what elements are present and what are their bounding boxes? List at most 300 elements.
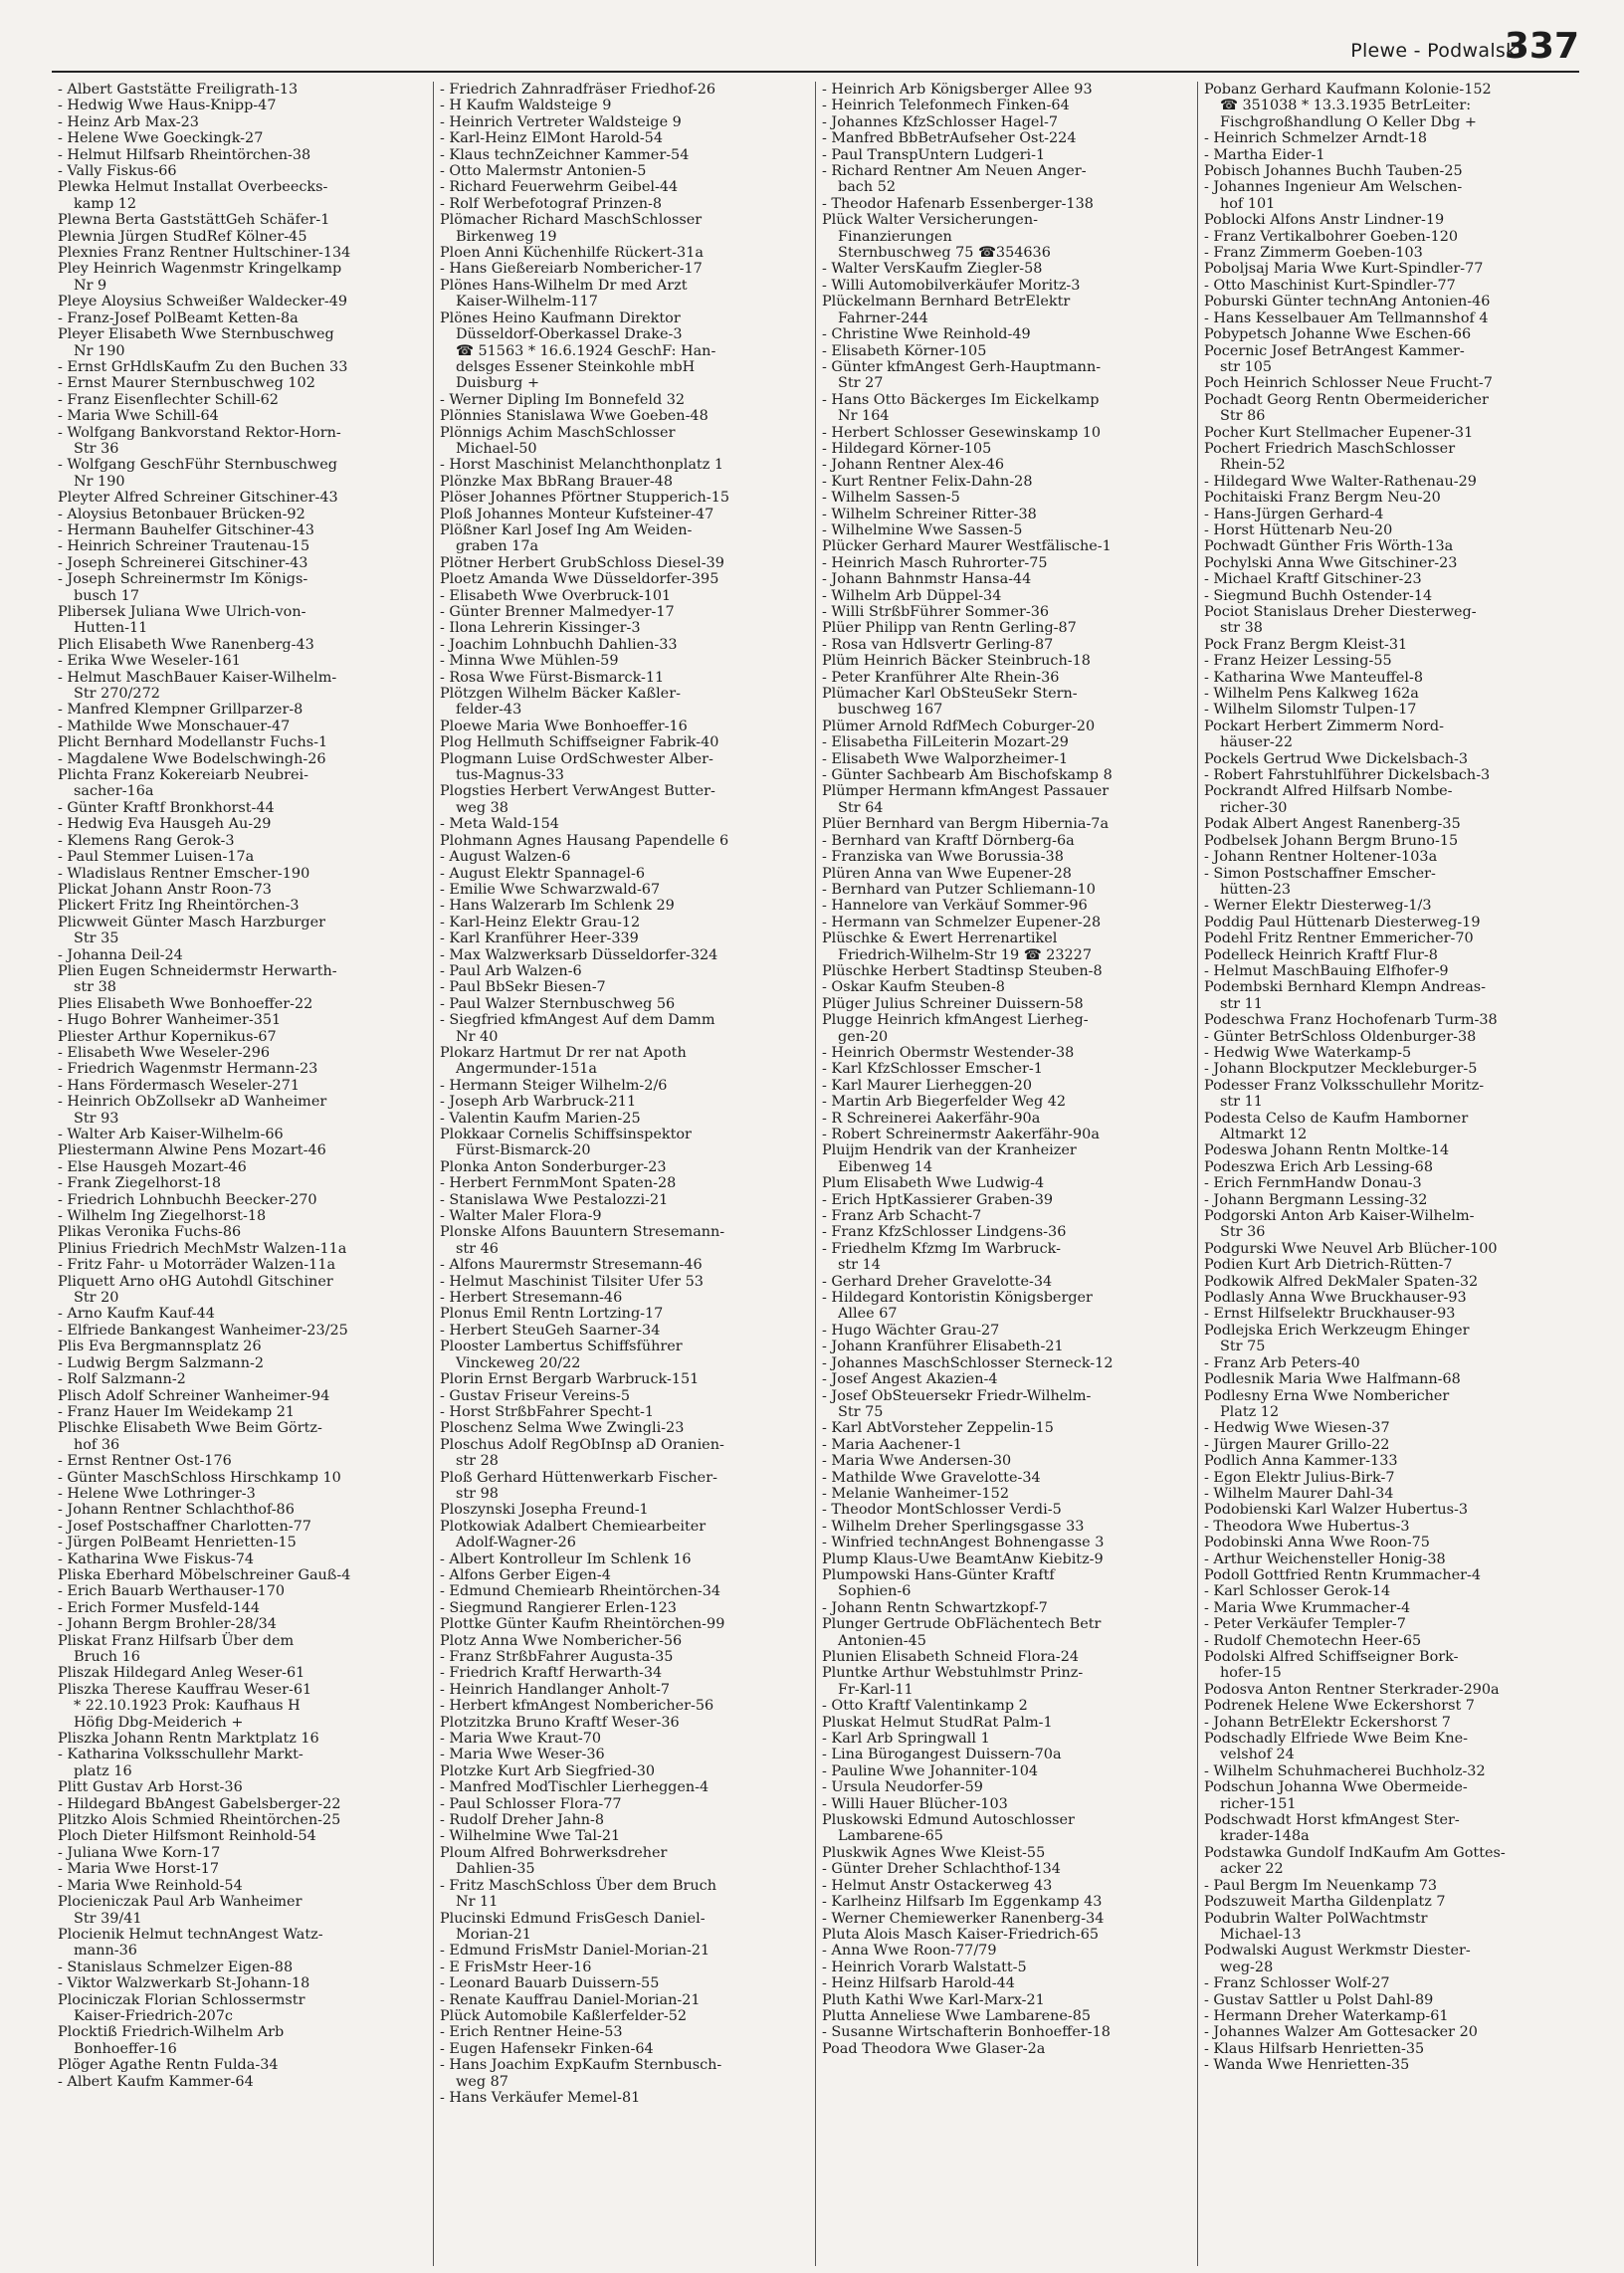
entry-continuation: buschweg 167 (838, 702, 943, 719)
entry-line: Podeschwa Franz Hochofenarb Turm-38 (1204, 1012, 1498, 1029)
directory-entry (1204, 392, 1573, 425)
directory-entry (822, 1731, 1191, 1747)
directory-entry (58, 1012, 427, 1028)
directory-entry (440, 1111, 809, 1127)
entry-line: Pochert Friedrich MaschSchlosser (1204, 440, 1456, 457)
directory-entry (58, 1878, 427, 1894)
directory-entry (1204, 555, 1573, 571)
entry-continuation: Str 64 (838, 799, 884, 816)
directory-entry (822, 2041, 1191, 2057)
directory-entry (1204, 343, 1573, 376)
entry-continuation: str 14 (838, 1257, 881, 1274)
entry-line: - R Schreinerei Aakerfähr-90a (822, 1110, 1041, 1127)
entry-line: Podobienski Karl Walzer Hubertus-3 (1204, 1502, 1469, 1519)
entry-line: Pliester Arthur Kopernikus-67 (58, 1028, 277, 1045)
entry-line: - Friedrich Zahnradfräser Friedhof-26 (440, 82, 716, 98)
entry-line: - Wilhelm Schreiner Ritter-38 (822, 506, 1037, 522)
entry-line: - Friedrich Lohnbuchh Beecker-270 (58, 1191, 317, 1208)
directory-entry (822, 82, 1191, 98)
directory-entry (440, 555, 809, 571)
entry-line: Podgorski Anton Arb Kaiser-Wilhelm- (1204, 1208, 1475, 1225)
entry-line: - Leonard Bauarb Duissern-55 (440, 1975, 660, 1992)
entry-line: - Edmund FrisMstr Daniel-Morian-21 (440, 1943, 710, 1960)
directory-entry (1204, 1682, 1573, 1698)
entry-line: Plömacher Richard MaschSchlosser (440, 212, 703, 229)
directory-entry (822, 1927, 1191, 1943)
directory-entry (822, 1649, 1191, 1665)
directory-entry (440, 1600, 809, 1616)
entry-line: Plies Elisabeth Wwe Bonhoeffer-22 (58, 995, 313, 1012)
directory-entry (1204, 212, 1573, 228)
directory-entry (440, 1192, 809, 1208)
entry-continuation: Str 75 (1220, 1339, 1266, 1355)
entry-line: - Theodor Hafenarb Essenberger-138 (822, 195, 1094, 212)
entry-line: Plocieniczak Paul Arb Wanheimer (58, 1894, 303, 1911)
directory-entry (58, 1224, 427, 1240)
entry-line: - Wilhelm Dreher Sperlingsgasse 33 (822, 1518, 1085, 1535)
entry-line: Plotzitzka Bruno Kraftf Weser-36 (440, 1714, 680, 1731)
entry-line: - Heinrich ObZollsekr aD Wanheimer (58, 1094, 327, 1111)
entry-line: Pluskowski Edmund Autoschlosser (822, 1812, 1075, 1829)
entry-line: - Karl Kranführer Heer-339 (440, 930, 639, 947)
directory-entry (58, 98, 427, 113)
directory-entry (440, 1094, 809, 1110)
entry-line: - Katharina Wwe Manteuffel-8 (1204, 669, 1424, 686)
entry-line: - Wilhelm Ing Ziegelhorst-18 (58, 1208, 267, 1225)
entry-line: - Gustav Friseur Vereins-5 (440, 1387, 630, 1404)
directory-entry (58, 1257, 427, 1273)
entry-line: - Horst Maschinist Melanchthonplatz 1 (440, 457, 724, 474)
entry-line: - Joseph Schreinermstr Im Königs- (58, 571, 308, 588)
directory-entry (58, 1600, 427, 1616)
directory-entry (440, 1208, 809, 1224)
directory-entry (440, 604, 809, 620)
entry-line: Plohmann Agnes Hausang Papendelle 6 (440, 832, 729, 849)
entry-continuation: richer-151 (1220, 1795, 1297, 1812)
directory-entry (1204, 963, 1573, 979)
entry-line: - Hermann Steiger Wilhelm-2/6 (440, 1077, 668, 1094)
entry-line: - Johann Bergmann Lessing-32 (1204, 1191, 1428, 1208)
entry-line: - Helene Wwe Lothringer-3 (58, 1485, 256, 1502)
entry-line: - Hildegard Kontoristin Königsberger (822, 1290, 1093, 1307)
entry-continuation: Allee 67 (838, 1306, 898, 1323)
directory-entry (1204, 1274, 1573, 1290)
entry-line: - Aloysius Betonbauer Brücken-92 (58, 506, 305, 522)
entry-line: Pobisch Johannes Buchh Tauben-25 (1204, 163, 1463, 180)
entry-line: - Karl-Heinz ElMont Harold-54 (440, 130, 663, 147)
entry-line: - Jürgen PolBeamt Henrietten-15 (58, 1535, 297, 1551)
directory-entry (822, 294, 1191, 326)
directory-entry (822, 1960, 1191, 1975)
entry-line: Plück Walter Versicherungen- (822, 212, 1038, 229)
entry-line: - Franz Schlosser Wolf-27 (1204, 1975, 1390, 1992)
directory-entry (822, 849, 1191, 865)
entry-line: - Heinz Arb Max-23 (58, 113, 199, 130)
running-title: Plewe - Podwalski (1350, 40, 1522, 62)
entry-line: - Manfred Klempner Grillparzer-8 (58, 702, 304, 719)
directory-entry (58, 1029, 427, 1045)
directory-entry (822, 98, 1191, 113)
directory-entry (58, 1519, 427, 1535)
directory-entry (58, 1796, 427, 1812)
entry-continuation: Platz 12 (1220, 1403, 1280, 1420)
entry-line: Podlich Anna Kammer-133 (1204, 1453, 1398, 1470)
entry-line: - Robert Fahrstuhlführer Dickelsbach-3 (1204, 767, 1491, 784)
entry-continuation: Rhein-52 (1220, 457, 1286, 474)
directory-entry (822, 114, 1191, 130)
directory-entry (822, 604, 1191, 620)
entry-line: - Walter Arb Kaiser-Wilhelm-66 (58, 1127, 284, 1142)
directory-entry (1204, 2041, 1573, 2057)
directory-entry (1204, 229, 1573, 245)
directory-entry (58, 1682, 427, 1731)
directory-entry (440, 1779, 809, 1795)
directory-entry (58, 294, 427, 310)
directory-entry (440, 245, 809, 261)
entry-continuation: delsges Essener Steinkohle mbH (456, 358, 696, 375)
entry-line: Podschun Johanna Wwe Obermeide- (1204, 1779, 1468, 1796)
directory-entry (822, 1078, 1191, 1094)
directory-entry (1204, 1567, 1573, 1583)
entry-line: - Siegmund Rangierer Erlen-123 (440, 1599, 677, 1616)
entry-line: - Richard Rentner Am Neuen Anger- (822, 163, 1087, 180)
entry-line: - Karl AbtVorsteher Zeppelin-15 (822, 1420, 1054, 1437)
entry-line: - Vally Fiskus-66 (58, 163, 177, 180)
directory-entry (1204, 653, 1573, 669)
directory-entry (58, 898, 427, 914)
entry-line: - Emilie Wwe Schwarzwald-67 (440, 881, 661, 898)
directory-entry (1204, 604, 1573, 637)
directory-entry (1204, 1045, 1573, 1061)
directory-entry (58, 833, 427, 849)
directory-entry (58, 653, 427, 669)
directory-entry (822, 686, 1191, 719)
entry-line: - Bernhard van Putzer Schliemann-10 (822, 881, 1096, 898)
directory-entry (1204, 1763, 1573, 1779)
directory-entry (440, 1323, 809, 1339)
entry-line: - Elisabeth Wwe Walporzheimer-1 (822, 750, 1069, 767)
entry-line: - August Walzen-6 (440, 849, 571, 866)
entry-line: Pockrandt Alfred Hilfsarb Nombe- (1204, 783, 1453, 800)
directory-entry (58, 1665, 427, 1681)
entry-line: - Wolfgang GeschFühr Sternbuschweg (58, 457, 337, 474)
entry-line: - Helmut Maschinist Tilsiter Ufer 53 (440, 1273, 704, 1290)
directory-entry (58, 963, 427, 996)
directory-entry (58, 507, 427, 522)
entry-line: - Erich FernmHandw Donau-3 (1204, 1175, 1422, 1192)
directory-entry (58, 1453, 427, 1469)
directory-entry (58, 1583, 427, 1599)
entry-line: - Mathilde Wwe Monschauer-47 (58, 718, 291, 734)
directory-entry (822, 898, 1191, 914)
entry-line: - Renate Kauffrau Daniel-Morian-21 (440, 1991, 701, 2008)
directory-entry (440, 1731, 809, 1747)
entry-line: - Klemens Rang Gerok-3 (58, 832, 235, 849)
directory-entry (1204, 1812, 1573, 1845)
entry-line: - Franziska van Wwe Borussia-38 (822, 849, 1064, 866)
entry-line: Plönes Hans-Wilhelm Dr med Arzt (440, 277, 688, 294)
directory-entry (1204, 588, 1573, 604)
entry-line: Plibersek Juliana Wwe Ulrich-von- (58, 604, 306, 620)
directory-entry (822, 1992, 1191, 2008)
entry-line: Pocher Kurt Stellmacher Eupener-31 (1204, 424, 1474, 441)
entry-line: - Edmund Chemiearb Rheintörchen-34 (440, 1583, 721, 1600)
entry-line: - Juliana Wwe Korn-17 (58, 1844, 221, 1861)
entry-continuation: Sophien-6 (838, 1583, 912, 1600)
entry-line: Ploschenz Selma Wwe Zwingli-23 (440, 1420, 685, 1437)
directory-entry (822, 1975, 1191, 1991)
entry-continuation: velshof 24 (1220, 1747, 1295, 1763)
entry-line: - Johann Bergm Brohler-28/34 (58, 1616, 277, 1633)
entry-continuation: kamp 12 (74, 195, 137, 212)
directory-entry (58, 915, 427, 947)
directory-entry (58, 1404, 427, 1420)
entry-continuation: Fahrner-244 (838, 310, 928, 326)
directory-entry (822, 1437, 1191, 1453)
directory-entry (440, 1519, 809, 1551)
directory-entry (440, 947, 809, 963)
entry-continuation: * 22.10.1923 Prok: Kaufhaus H (74, 1698, 301, 1715)
entry-line: - Manfred BbBetrAufseher Ost-224 (822, 130, 1077, 147)
directory-entry (1204, 147, 1573, 163)
entry-line: Plociniczak Florian Schlossermstr (58, 1991, 305, 2008)
directory-entry (440, 1339, 809, 1371)
directory-entry (440, 1257, 809, 1273)
directory-entry (440, 425, 809, 458)
entry-line: Plewka Helmut Installat Overbeecks- (58, 179, 328, 196)
directory-entry (1204, 1159, 1573, 1175)
directory-entry (1204, 1535, 1573, 1550)
entry-line: - Maria Wwe Reinhold-54 (58, 1877, 243, 1894)
directory-entry (822, 1274, 1191, 1290)
entry-continuation: Str 270/272 (74, 686, 160, 703)
entry-line: Plutta Anneliese Wwe Lambarene-85 (822, 2007, 1092, 2024)
entry-line: Podolski Alfred Schiffseigner Bork- (1204, 1649, 1459, 1665)
directory-entry (440, 212, 809, 245)
entry-continuation: Str 27 (838, 375, 884, 392)
entry-line: Pochylski Anna Wwe Gitschiner-23 (1204, 554, 1458, 571)
entry-line: - Klaus technZeichner Kammer-54 (440, 146, 690, 163)
entry-line: Podehl Fritz Rentner Emmericher-70 (1204, 930, 1474, 947)
directory-entry (58, 1927, 427, 1960)
directory-entry (822, 1339, 1191, 1354)
entry-line: - Elisabeth Körner-105 (822, 342, 987, 359)
entry-line: - Albert Kaufm Kammer-64 (58, 2073, 254, 2090)
entry-line: Plüren Anna van Wwe Eupener-28 (822, 865, 1072, 882)
entry-line: - Anna Wwe Roon-77/79 (822, 1943, 997, 1960)
entry-line: Plötner Herbert GrubSchloss Diesel-39 (440, 554, 724, 571)
directory-entry (440, 1078, 809, 1094)
entry-line: - Günter Kraftf Bronkhorst-44 (58, 799, 275, 816)
entry-line: Pluskwik Agnes Wwe Kleist-55 (822, 1844, 1046, 1861)
entry-line: - Helmut Anstr Ostackerweg 43 (822, 1877, 1053, 1894)
entry-continuation: bach 52 (838, 179, 897, 196)
directory-entry (822, 1323, 1191, 1339)
entry-line: - Siegfried kfmAngest Auf dem Damm (440, 1012, 715, 1029)
directory-entry (58, 1731, 427, 1747)
entry-line: - Heinrich Vertreter Waldsteige 9 (440, 113, 682, 130)
entry-line: Plocienik Helmut technAngest Watz- (58, 1926, 323, 1943)
directory-entry (822, 1192, 1191, 1208)
entry-line: Plogmann Luise OrdSchwester Alber- (440, 750, 713, 767)
entry-line: - Heinrich Obermstr Westender-38 (822, 1044, 1075, 1061)
directory-entry (1204, 1583, 1573, 1599)
entry-continuation: richer-30 (1220, 799, 1288, 816)
directory-entry (440, 130, 809, 146)
directory-entry (1204, 1486, 1573, 1502)
entry-line: - August Elektr Spannagel-6 (440, 865, 646, 882)
entry-continuation: Str 36 (1220, 1224, 1266, 1241)
directory-entry (58, 245, 427, 261)
entry-line: Pley Heinrich Wagenmstr Kringelkamp (58, 261, 342, 278)
entry-line: - Franz Heizer Lessing-55 (1204, 653, 1392, 670)
entry-line: Plumpowski Hans-Günter Kraftf (822, 1566, 1055, 1583)
entry-line: - Ernst Rentner Ost-176 (58, 1453, 232, 1470)
entry-line: Plüm Heinrich Bäcker Steinbruch-18 (822, 653, 1091, 670)
entry-line: Podlasly Anna Wwe Bruckhauser-93 (1204, 1290, 1467, 1307)
directory-entry (822, 1812, 1191, 1845)
directory-entry (822, 670, 1191, 686)
entry-line: - Maria Wwe Kraut-70 (440, 1731, 602, 1748)
directory-entry (822, 1290, 1191, 1323)
entry-continuation: Str 36 (74, 440, 119, 457)
entry-line: - Franz Arb Schacht-7 (822, 1208, 982, 1225)
directory-entry (1204, 245, 1573, 261)
entry-line: Plönzke Max BbRang Brauer-48 (440, 473, 674, 490)
directory-entry (822, 555, 1191, 571)
entry-line: Podschadly Elfriede Wwe Beim Kne- (1204, 1731, 1469, 1748)
directory-entry (58, 261, 427, 294)
directory-entry (440, 833, 809, 849)
directory-entry (440, 898, 809, 914)
directory-entry (58, 179, 427, 212)
entry-line: Plotz Anna Wwe Nombericher-56 (440, 1632, 683, 1649)
entry-line: - Hedwig Wwe Haus-Knipp-47 (58, 98, 277, 114)
entry-line: - Paul Stemmer Luisen-17a (58, 849, 255, 866)
entry-line: - Hedwig Wwe Waterkamp-5 (1204, 1044, 1412, 1061)
directory-entry (1204, 1911, 1573, 1944)
entry-line: - Melanie Wanheimer-152 (822, 1485, 1009, 1502)
directory-entry (1204, 1388, 1573, 1421)
entry-line: Plönnies Stanislawa Wwe Goeben-48 (440, 408, 709, 425)
directory-entry (440, 98, 809, 113)
entry-line: - Johann Kranführer Elisabeth-21 (822, 1339, 1064, 1355)
directory-entry (440, 1828, 809, 1844)
directory-entry (58, 947, 427, 963)
entry-line: Podembski Bernhard Klempn Andreas- (1204, 979, 1487, 996)
entry-line: - Johann Blockputzer Meckleburger-5 (1204, 1061, 1478, 1078)
directory-entry (440, 670, 809, 686)
directory-entry (822, 930, 1191, 963)
entry-line: - Johann Rentner Alex-46 (822, 457, 1005, 474)
directory-entry (440, 1583, 809, 1599)
directory-entry (58, 555, 427, 571)
directory-entry (440, 1175, 809, 1191)
entry-line: Pock Franz Bergm Kleist-31 (1204, 636, 1408, 653)
directory-entry (440, 408, 809, 424)
directory-entry (822, 1911, 1191, 1927)
directory-entry (58, 1045, 427, 1061)
entry-line: Plonus Emil Rentn Lortzing-17 (440, 1306, 664, 1323)
directory-entry (1204, 1975, 1573, 1991)
entry-line: - Heinrich Arb Königsberger Allee 93 (822, 82, 1093, 98)
directory-entry (822, 751, 1191, 767)
entry-line: Pobanz Gerhard Kaufmann Kolonie-152 (1204, 82, 1492, 98)
directory-entry (58, 702, 427, 718)
entry-line: - Hermann van Schmelzer Eupener-28 (822, 914, 1102, 930)
entry-line: - Viktor Walzwerkarb St-Johann-18 (58, 1975, 310, 1992)
entry-line: - Franz Arb Peters-40 (1204, 1354, 1360, 1371)
entry-continuation: Nr 11 (456, 1894, 499, 1911)
entry-line: - Albert Gaststätte Freiligrath-13 (58, 82, 299, 98)
entry-continuation: weg-28 (1220, 1959, 1274, 1975)
entry-line: Pliestermann Alwine Pens Mozart-46 (58, 1142, 326, 1159)
directory-entry (822, 1502, 1191, 1518)
entry-line: - Valentin Kaufm Marien-25 (440, 1110, 641, 1127)
directory-entry (58, 1633, 427, 1666)
entry-line: - Katharina Wwe Fiskus-74 (58, 1550, 255, 1567)
directory-entry (1204, 1502, 1573, 1518)
entry-line: Pociot Stanislaus Dreher Diesterweg- (1204, 604, 1477, 620)
entry-line: Ploß Gerhard Hüttenwerkarb Fischer- (440, 1469, 717, 1486)
entry-line: - Josef Angest Akazien-4 (822, 1371, 998, 1388)
entry-line: Ploch Dieter Hilfsmont Reinhold-54 (58, 1828, 316, 1845)
directory-entry (1204, 1600, 1573, 1616)
entry-line: - Erich Rentner Heine-53 (440, 2024, 623, 2041)
entry-continuation: str 11 (1220, 995, 1263, 1012)
directory-entry (58, 1420, 427, 1453)
entry-line: - Hans Otto Bäckerges Im Eickelkamp (822, 391, 1100, 408)
directory-entry (440, 147, 809, 163)
entry-continuation: Nr 190 (74, 342, 125, 359)
entry-line: - Else Hausgeh Mozart-46 (58, 1158, 247, 1175)
entry-line: Podschwadt Horst kfmAngest Ster- (1204, 1812, 1460, 1829)
entry-continuation: Michael-13 (1220, 1926, 1302, 1943)
directory-entry (58, 1861, 427, 1877)
entry-line: - Johann Rentner Schlachthof-86 (58, 1502, 295, 1519)
entry-line: - Werner Elektr Diesterweg-1/3 (1204, 898, 1432, 915)
directory-entry (58, 408, 427, 424)
directory-entry (58, 490, 427, 506)
directory-entry (1204, 1371, 1573, 1387)
entry-line: - Ilona Lehrerin Kissinger-3 (440, 620, 641, 637)
directory-entry (58, 1960, 427, 1975)
directory-entry (58, 816, 427, 832)
directory-entry (58, 1241, 427, 1257)
entry-continuation: Düsseldorf-Oberkassel Drake-3 (456, 326, 683, 343)
directory-entry (440, 1715, 809, 1731)
directory-entry (440, 2024, 809, 2040)
directory-entry (1204, 163, 1573, 179)
entry-line: Plotzke Kurt Arb Siegfried-30 (440, 1762, 656, 1779)
entry-line: Ploß Johannes Monteur Kufsteiner-47 (440, 506, 714, 522)
entry-line: - Karl Maurer Lierheggen-20 (822, 1077, 1032, 1094)
entry-line: - Erich HptKassierer Graben-39 (822, 1191, 1054, 1208)
entry-line: - Karl Arb Springwall 1 (822, 1731, 990, 1748)
directory-entry (822, 1715, 1191, 1731)
directory-entry (58, 849, 427, 865)
entry-line: Ploschus Adolf RegObInsp aD Oranien- (440, 1436, 724, 1453)
directory-entry (58, 1616, 427, 1632)
entry-continuation: Vinckeweg 20/22 (456, 1354, 581, 1371)
directory-entry (440, 261, 809, 277)
directory-entry (822, 1142, 1191, 1175)
entry-line: Pochadt Georg Rentn Obermeidericher (1204, 391, 1489, 408)
entry-line: - Maria Wwe Schill-64 (58, 408, 219, 425)
entry-line: - Hermann Dreher Waterkamp-61 (1204, 2007, 1449, 2024)
entry-line: - Bernhard van Kraftf Dörnberg-6a (822, 832, 1075, 849)
directory-entry (822, 457, 1191, 473)
